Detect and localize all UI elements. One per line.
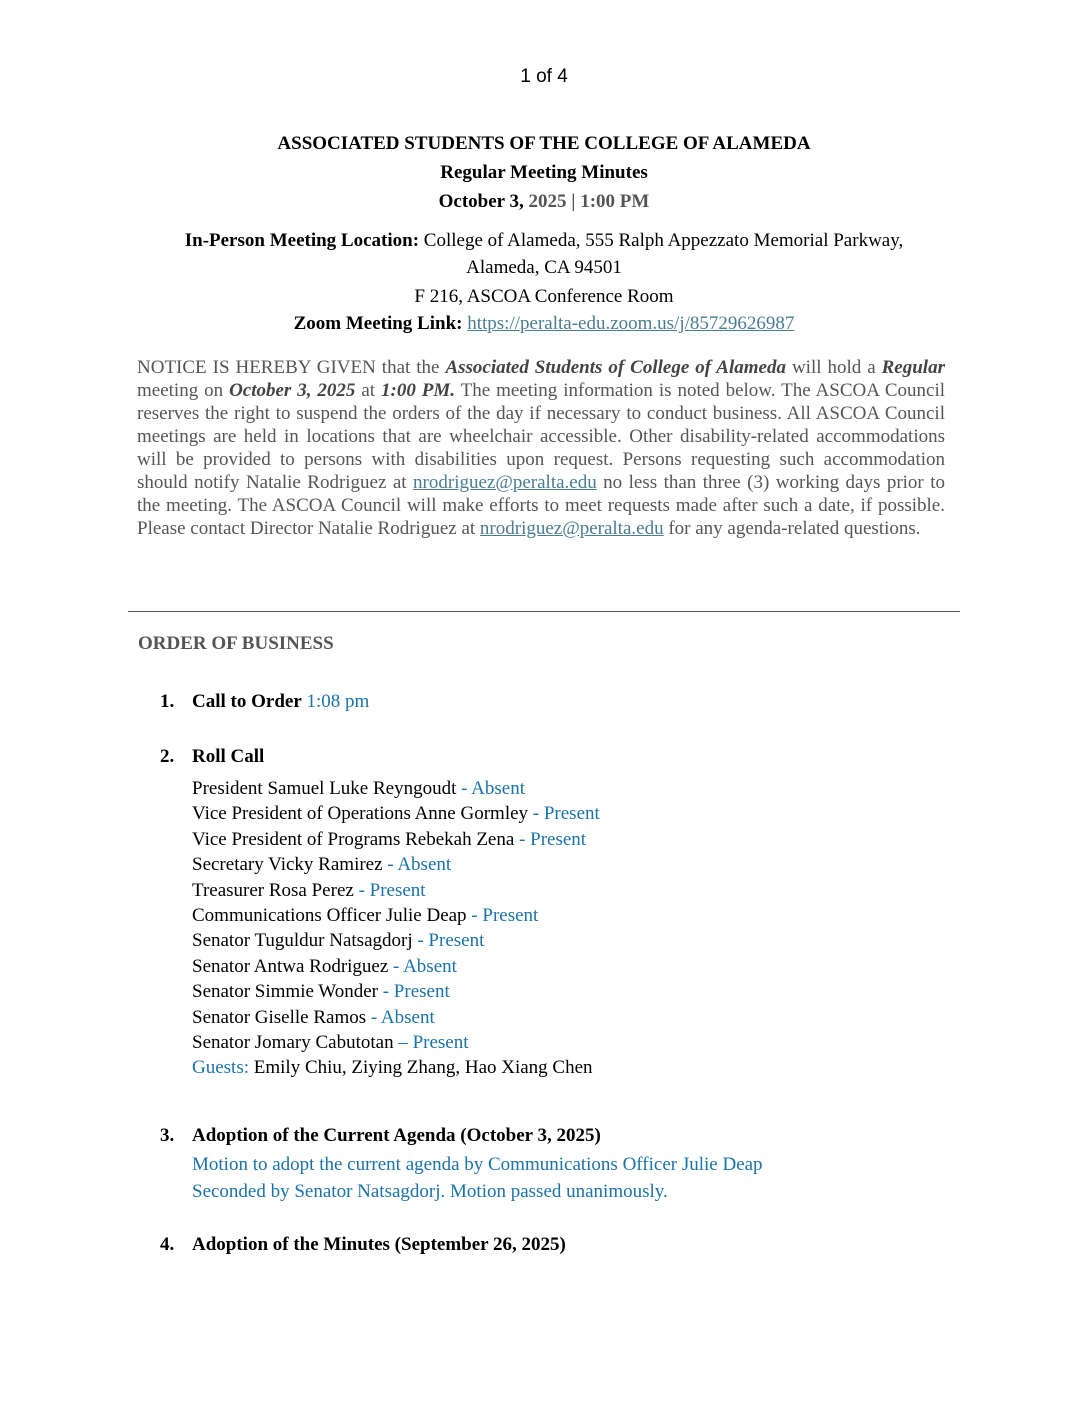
member-name: Senator Jomary Cabutotan bbox=[192, 1032, 394, 1054]
notice-text: meeting on bbox=[137, 380, 230, 401]
location-line bbox=[0, 230, 1088, 252]
agenda-item-adopt-agenda bbox=[160, 1125, 601, 1147]
attendance-status: - Present bbox=[412, 930, 485, 952]
email-link[interactable]: nrodriguez@peralta.edu bbox=[413, 472, 597, 493]
roll-call-entry bbox=[192, 878, 600, 903]
member-name: Communications Officer Julie Deap bbox=[192, 905, 467, 927]
order-of-business-heading: ORDER OF BUSINESS bbox=[138, 633, 334, 654]
agenda-item-roll-call bbox=[160, 746, 264, 768]
attendance-status: - Absent bbox=[456, 778, 525, 799]
item-title: Adoption of the Current Agenda (October 3, 2025) bbox=[192, 1125, 601, 1146]
attendance-status: - Present bbox=[514, 828, 587, 850]
attendance-status: - Present bbox=[377, 981, 450, 1003]
attendance-status: - Present bbox=[466, 905, 539, 927]
motion-line: Seconded by Senator Natsagdorj. Motion passed unanimously. bbox=[192, 1181, 668, 1202]
notice-text: at bbox=[355, 380, 382, 401]
member-name: Senator Tuguldur Natsagdorj bbox=[192, 930, 413, 952]
roll-call-entry bbox=[192, 928, 600, 953]
location-room: F 216, ASCOA Conference Room bbox=[414, 286, 674, 307]
attendance-status: - Absent bbox=[366, 1006, 435, 1028]
guests-names: Emily Chiu, Ziying Zhang, Hao Xiang Chen bbox=[249, 1057, 593, 1079]
item-title: Adoption of the Minutes (September 26, 2025) bbox=[192, 1234, 566, 1255]
location-address: College of Alameda, 555 Ralph Appezzato Memorial Parkway, bbox=[419, 230, 904, 251]
notice-time: 1:00 PM. bbox=[381, 380, 456, 401]
meeting-date bbox=[0, 191, 1088, 213]
item-number: 1. bbox=[160, 691, 175, 712]
member-name: Treasurer Rosa Perez bbox=[192, 879, 354, 901]
roll-call-entry bbox=[192, 979, 600, 1004]
member-name: Senator Antwa Rodriguez bbox=[192, 955, 389, 977]
item-number: 2. bbox=[160, 746, 175, 767]
meeting-date-bold: October 3, bbox=[438, 191, 524, 212]
notice-date: October 3, 2025 bbox=[229, 380, 356, 401]
meeting-type: Regular Meeting Minutes bbox=[440, 162, 648, 183]
roll-call-entry bbox=[192, 827, 600, 852]
guests-label: Guests: bbox=[192, 1057, 249, 1079]
member-name: Secretary Vicky Ramirez bbox=[192, 854, 383, 876]
item-number: 3. bbox=[160, 1125, 175, 1146]
attendance-status: - Absent bbox=[382, 854, 452, 876]
notice-paragraph bbox=[137, 356, 945, 540]
roll-call-entry bbox=[192, 852, 600, 877]
member-name: President Samuel Luke Reyngoudt bbox=[192, 778, 457, 799]
meeting-date-time: 2025 | 1:00 PM bbox=[523, 191, 650, 212]
item-title: Roll Call bbox=[192, 746, 265, 767]
item-note: 1:08 pm bbox=[301, 691, 370, 712]
roll-call-entry bbox=[192, 1030, 600, 1055]
page-number: 1 of 4 bbox=[520, 66, 568, 87]
attendance-status: - Present bbox=[528, 803, 600, 825]
location-city: Alameda, CA 94501 bbox=[466, 257, 622, 278]
attendance-status: - Present bbox=[353, 879, 426, 901]
roll-call-entry bbox=[192, 776, 600, 801]
roll-call-entry bbox=[192, 903, 600, 928]
zoom-link[interactable]: https://peralta-edu.zoom.us/j/85729626987 bbox=[467, 313, 795, 334]
member-name: Senator Giselle Ramos bbox=[192, 1006, 367, 1028]
motion-line: Motion to adopt the current agenda by Communications Officer Julie Deap bbox=[192, 1154, 763, 1175]
notice-org: Associated Students of College of Alameda bbox=[445, 357, 786, 378]
attendance-status: – Present bbox=[393, 1032, 469, 1054]
notice-regular: Regular bbox=[881, 357, 945, 378]
agenda-motion bbox=[192, 1151, 763, 1205]
agenda-item-adopt-minutes bbox=[160, 1234, 566, 1256]
member-name: Senator Simmie Wonder bbox=[192, 981, 378, 1003]
notice-text: will hold a bbox=[785, 357, 882, 378]
member-name: Vice President of Operations Anne Gormley bbox=[192, 803, 529, 825]
location-label: In-Person Meeting Location: bbox=[184, 230, 420, 251]
guests-line bbox=[192, 1055, 600, 1080]
member-name: Vice President of Programs Rebekah Zena bbox=[192, 828, 515, 850]
roll-call-entry bbox=[192, 954, 600, 979]
roll-call-entry bbox=[192, 801, 600, 826]
zoom-label: Zoom Meeting Link: bbox=[293, 313, 463, 334]
notice-text: NOTICE IS HEREBY GIVEN that the bbox=[137, 357, 446, 378]
agenda-item-call-to-order bbox=[160, 691, 369, 713]
notice-text: for any agenda-related questions. bbox=[663, 518, 921, 539]
organization-title: ASSOCIATED STUDENTS OF THE COLLEGE OF ALAMEDA bbox=[277, 133, 811, 154]
item-title: Call to Order bbox=[192, 691, 302, 712]
roll-call-entry bbox=[192, 1005, 600, 1030]
attendance-status: - Absent bbox=[388, 955, 457, 977]
divider bbox=[128, 611, 960, 612]
item-number: 4. bbox=[160, 1234, 175, 1255]
email-link[interactable]: nrodriguez@peralta.edu bbox=[479, 518, 664, 539]
notice-text: The meeting information is noted below. The ASCOA Council reserves the right to suspend the orders of the day if necessary to conduct business. All ASCOA Council meetings are held in locations that are wheelchair accessible. Other disability-related accommodations will be provided to persons with disabilities upon request. Persons requesting such accommodation should notify Natalie Rodriguez at bbox=[137, 380, 945, 493]
roll-call-list bbox=[192, 776, 600, 1081]
zoom-line bbox=[0, 313, 1088, 335]
notice-text: no less than three (3) working days prior to the meeting. The ASCOA Council will make efforts to meet requests made after such a date, if possible. Please contact Director Natalie Rodriguez at bbox=[137, 472, 945, 539]
